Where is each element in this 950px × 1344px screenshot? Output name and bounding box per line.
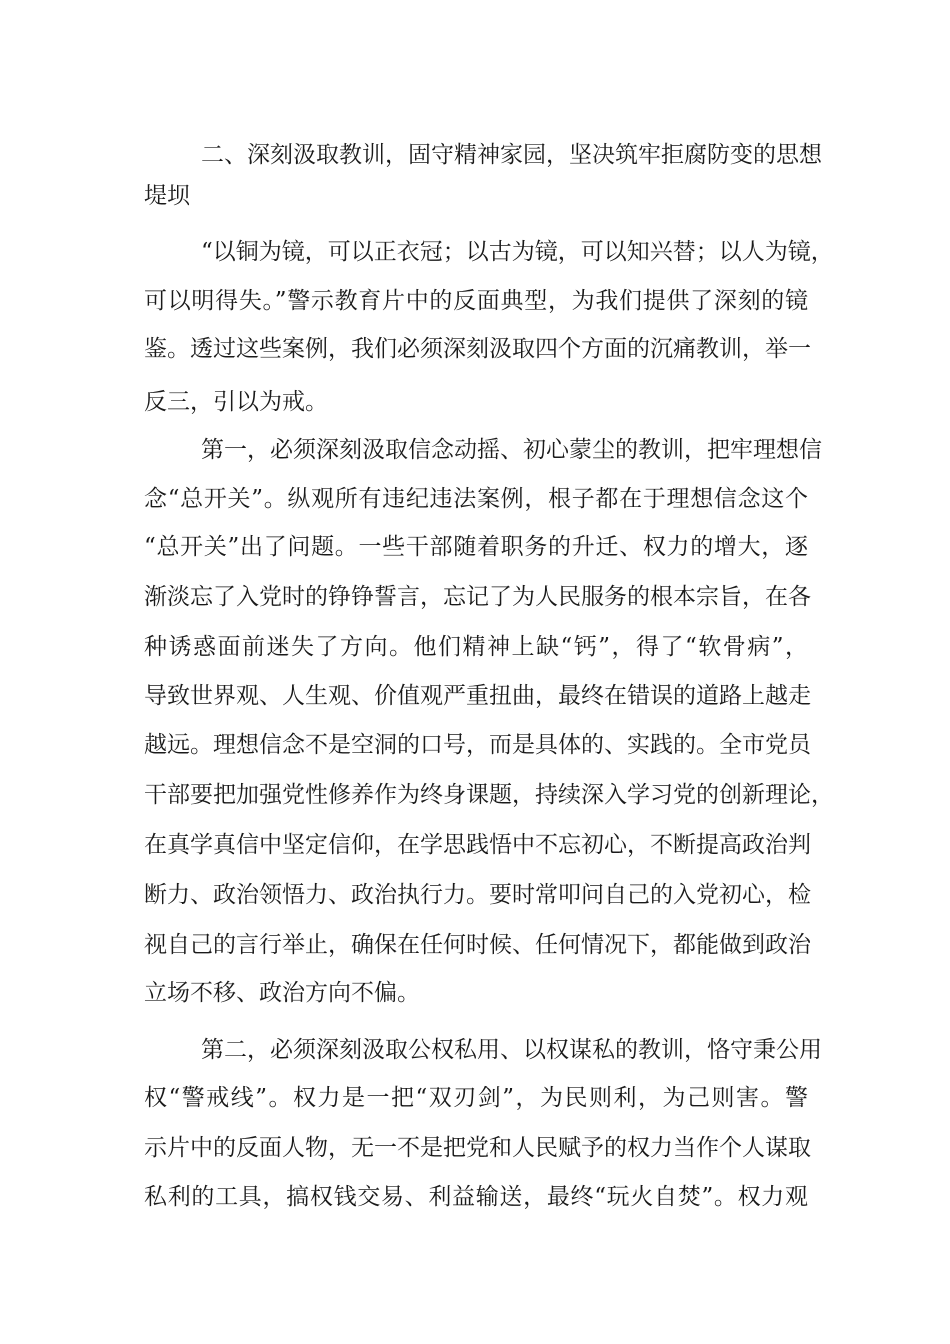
paragraph-2-line: 第一，必须深刻汲取信念动摇、初心蒙尘的教训，把牢理想信 — [201, 437, 822, 463]
paragraph-3-line: 私利的工具，搞权钱交易、利益输送，最终“玩火自焚”。权力观 — [144, 1184, 808, 1210]
paragraph-2-line: 在真学真信中坚定信仰，在学思践悟中不忘初心，不断提高政治判 — [144, 832, 811, 858]
paragraph-3-line: 示片中的反面人物，无一不是把党和人民赋予的权力当作个人谋取 — [144, 1135, 811, 1161]
paragraph-1-line: 可以明得失。”警示教育片中的反面典型，为我们提供了深刻的镜 — [144, 288, 808, 314]
paragraph-2-line: 立场不移、政治方向不偏。 — [144, 980, 420, 1006]
paragraph-3-line: 权“警戒线”。权力是一把“双刃剑”，为民则利，为己则害。警 — [144, 1085, 808, 1111]
section-heading-line-2: 堤坝 — [144, 183, 190, 209]
paragraph-2-line: 渐淡忘了入党时的铮铮誓言，忘记了为人民服务的根本宗旨，在各 — [144, 584, 811, 610]
paragraph-2-line: 干部要把加强党性修养作为终身课题，持续深入学习党的创新理论， — [144, 782, 834, 808]
paragraph-2-line: 视自己的言行举止，确保在任何时候、任何情况下，都能做到政治 — [144, 932, 811, 958]
section-heading-line-1: 二、深刻汲取教训，固守精神家园，坚决筑牢拒腐防变的思想 — [201, 142, 822, 168]
paragraph-2-line: 导致世界观、人生观、价值观严重扭曲，最终在错误的道路上越走 — [144, 683, 811, 709]
paragraph-1-line: 反三，引以为戒。 — [144, 389, 328, 415]
paragraph-1-line: 鉴。透过这些案例，我们必须深刻汲取四个方面的沉痛教训，举一 — [144, 336, 811, 362]
paragraph-2-line: 种诱惑面前迷失了方向。他们精神上缺“钙”，得了“软骨病”， — [144, 634, 808, 660]
paragraph-2-line: 念“总开关”。纵观所有违纪违法案例，根子都在于理想信念这个 — [144, 486, 808, 512]
paragraph-2-line: 越远。理想信念不是空洞的口号，而是具体的、实践的。全市党员 — [144, 732, 811, 758]
paragraph-2-line: “总开关”出了问题。一些干部随着职务的升迁、权力的增大，逐 — [144, 534, 808, 560]
paragraph-3-line: 第二，必须深刻汲取公权私用、以权谋私的教训，恪守秉公用 — [201, 1037, 822, 1063]
paragraph-1-line: “以铜为镜，可以正衣冠；以古为镜，可以知兴替；以人为镜， — [201, 239, 834, 265]
paragraph-2-line: 断力、政治领悟力、政治执行力。要时常叩问自己的入党初心，检 — [144, 882, 811, 908]
